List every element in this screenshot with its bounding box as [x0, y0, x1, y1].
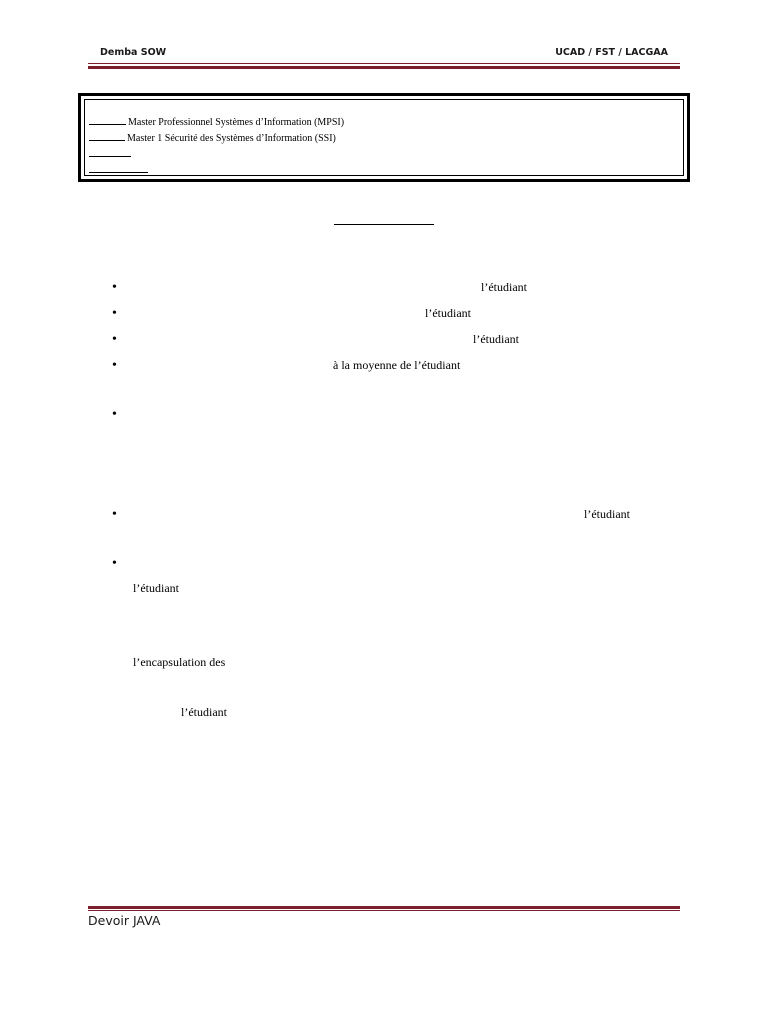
program-line-ssi: [89, 131, 336, 145]
paragraph-encapsulation: l’encapsulation des: [133, 655, 226, 669]
bullet-5: •: [112, 407, 117, 422]
header-institution: UCAD / FST / LACGAA: [555, 47, 668, 58]
bullet-6-text: l’étudiant: [584, 507, 630, 521]
bullet-3: •: [112, 332, 117, 347]
bullet-2-text: l’étudiant: [425, 306, 471, 320]
title-underline: [334, 224, 434, 225]
bullet-1: •: [112, 280, 117, 295]
bullet-4-text: à la moyenne de l’étudiant: [333, 358, 461, 372]
program-label-mpsi: Master Professionnel Systèmes d’Information (MPSI): [128, 117, 345, 128]
header-author: Demba SOW: [100, 47, 167, 58]
blank-field-2[interactable]: [89, 163, 148, 173]
blank-line-1[interactable]: [89, 147, 133, 161]
bullet-7: •: [112, 556, 117, 571]
header-rule-thick: [88, 66, 680, 69]
paragraph-student: l’étudiant: [181, 705, 227, 719]
bullet-2: •: [112, 306, 117, 321]
bullet-1-text: l’étudiant: [481, 280, 527, 294]
program-box: [78, 93, 690, 182]
blank-field-1[interactable]: [89, 147, 131, 157]
checkbox-blank-ssi[interactable]: [89, 131, 125, 141]
footer-rule-thin: [88, 910, 680, 911]
blank-line-2[interactable]: [89, 163, 150, 177]
checkbox-blank-mpsi[interactable]: [89, 115, 126, 125]
footer-title: Devoir JAVA: [88, 913, 161, 928]
bullet-6: •: [112, 507, 117, 522]
header-rule-thin: [88, 63, 680, 64]
bullet-4: •: [112, 358, 117, 373]
bullet-7-text: l’étudiant: [133, 581, 179, 595]
footer-rule-thick: [88, 906, 680, 909]
bullet-3-text: l’étudiant: [473, 332, 519, 346]
program-label-ssi: Master 1 Sécurité des Systèmes d’Information (SSI): [127, 133, 336, 144]
program-line-mpsi: [89, 115, 344, 129]
